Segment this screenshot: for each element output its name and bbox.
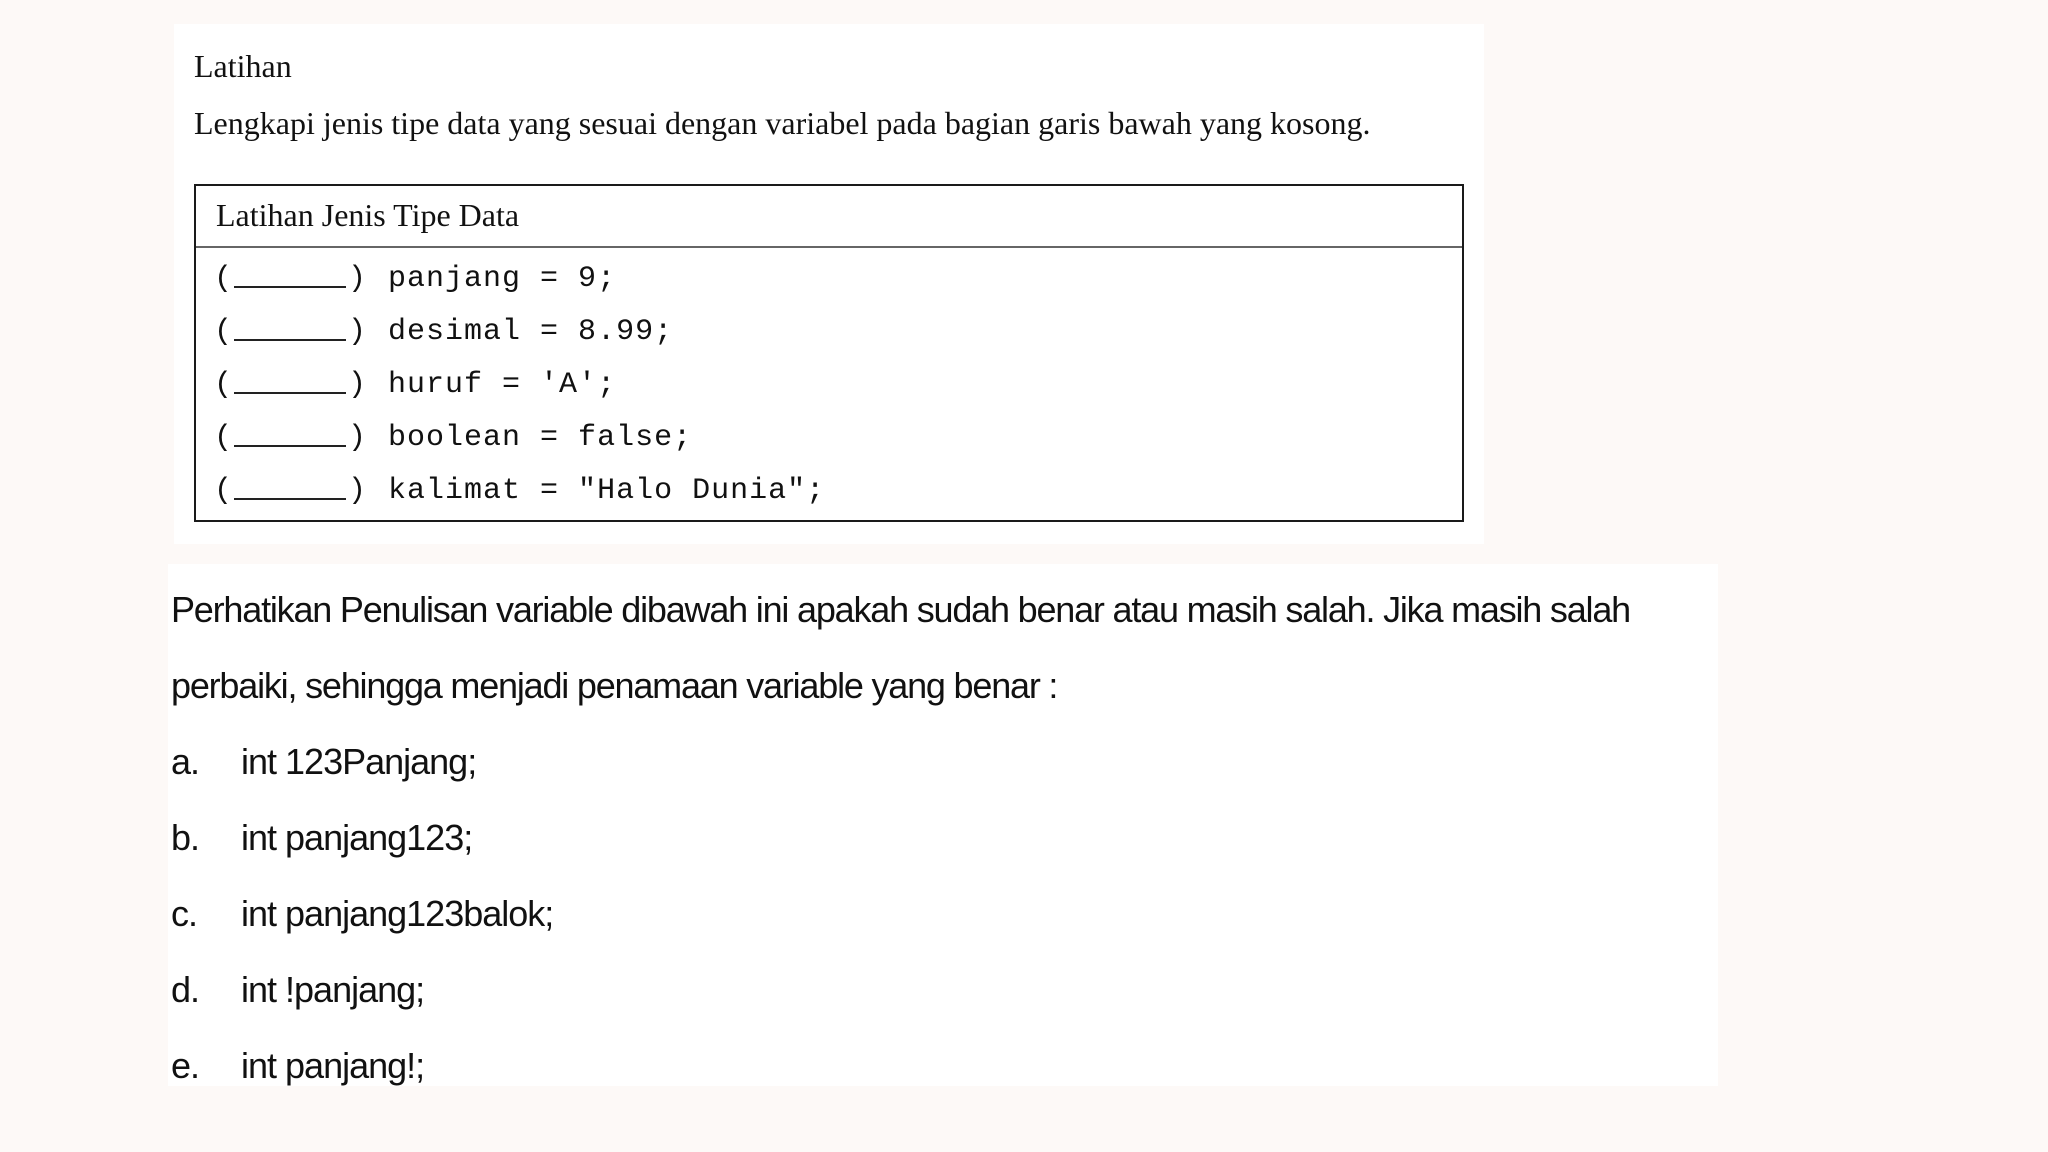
- close-paren: ): [348, 262, 367, 296]
- option-text: int panjang!;: [241, 1045, 425, 1086]
- option-item: [171, 1028, 553, 1104]
- blank-slot: [234, 366, 346, 394]
- exercise-heading: Latihan: [194, 48, 292, 84]
- exercise-section: [174, 24, 1484, 544]
- code-statement: panjang = 9;: [388, 262, 617, 296]
- code-box: [194, 184, 1464, 522]
- option-text: int !panjang;: [241, 969, 425, 1010]
- code-line: [196, 306, 1462, 359]
- option-text: int 123Panjang;: [241, 741, 477, 782]
- code-statement: huruf = 'A';: [388, 368, 617, 402]
- code-lines: [196, 248, 1462, 518]
- question-text: Perhatikan Penulisan variable dibawah ini apakah sudah benar atau masih salah. Jika masih salah perbaiki, sehingga menjadi penamaan variable yang benar :: [171, 589, 1630, 706]
- code-statement: boolean = false;: [388, 421, 693, 455]
- blank-slot: [234, 260, 346, 288]
- close-paren: ): [348, 315, 367, 349]
- close-paren: ): [348, 474, 367, 508]
- option-letter: a.: [171, 741, 200, 782]
- code-line: [196, 412, 1462, 465]
- open-paren: (: [214, 368, 233, 402]
- question-section: [168, 564, 1718, 1086]
- option-item: [171, 952, 553, 1028]
- option-letter: b.: [171, 817, 200, 858]
- option-item: [171, 800, 553, 876]
- close-paren: ): [348, 368, 367, 402]
- open-paren: (: [214, 262, 233, 296]
- blank-slot: [234, 472, 346, 500]
- code-statement: kalimat = "Halo Dunia";: [388, 474, 826, 508]
- option-letter: e.: [171, 1045, 200, 1086]
- open-paren: (: [214, 315, 233, 349]
- exercise-instruction: Lengkapi jenis tipe data yang sesuai dengan variabel pada bagian garis bawah yang kosong.: [194, 105, 1371, 141]
- code-line: [196, 465, 1462, 518]
- option-letter: c.: [171, 893, 198, 934]
- option-list: [171, 724, 553, 1104]
- code-line: [196, 359, 1462, 412]
- option-text: int panjang123;: [241, 817, 473, 858]
- code-statement: desimal = 8.99;: [388, 315, 674, 349]
- close-paren: ): [348, 421, 367, 455]
- code-line: [196, 253, 1462, 306]
- code-box-title: Latihan Jenis Tipe Data: [196, 186, 1462, 248]
- blank-slot: [234, 419, 346, 447]
- open-paren: (: [214, 421, 233, 455]
- option-text: int panjang123balok;: [241, 893, 554, 934]
- option-item: [171, 724, 553, 800]
- option-letter: d.: [171, 969, 200, 1010]
- option-item: [171, 876, 553, 952]
- blank-slot: [234, 313, 346, 341]
- open-paren: (: [214, 474, 233, 508]
